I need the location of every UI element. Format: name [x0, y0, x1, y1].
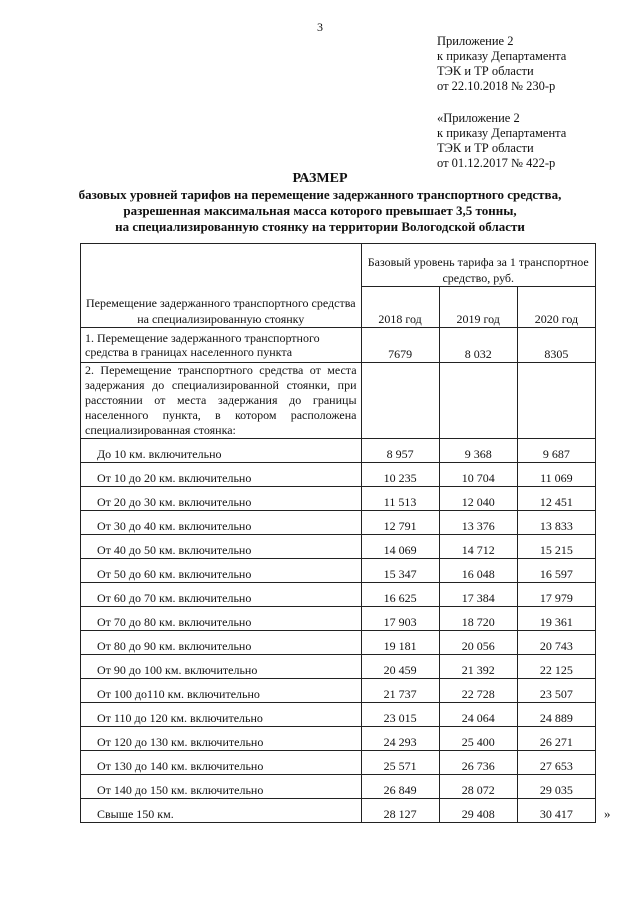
value-2018: 28 127: [361, 799, 439, 823]
table-row: [81, 463, 596, 487]
distance-label: От 90 до 100 км. включительно: [81, 655, 362, 679]
empty-cell: [439, 363, 517, 439]
table-row: [81, 799, 596, 823]
distance-label: До 10 км. включительно: [81, 439, 362, 463]
value-2020: 22 125: [517, 655, 595, 679]
value-2020: 30 417: [517, 799, 595, 823]
distance-label: От 70 до 80 км. включительно: [81, 607, 362, 631]
empty-cell: [361, 363, 439, 439]
tariff-table: [80, 243, 596, 823]
distance-label: От 100 до110 км. включительно: [81, 679, 362, 703]
value-2020: 13 833: [517, 511, 595, 535]
page-number: 3: [317, 20, 323, 34]
value-2019: 16 048: [439, 559, 517, 583]
value-2018: 24 293: [361, 727, 439, 751]
header-base-tariff: Базовый уровень тарифа за 1 транспортное средство, руб.: [361, 244, 595, 287]
header-year-2018: 2018 год: [361, 287, 439, 328]
value-2018: 16 625: [361, 583, 439, 607]
header-description: Перемещение задержанного транспортного средства на специализированную стоянку: [81, 244, 362, 328]
value-2019: 13 376: [439, 511, 517, 535]
row-description: 2. Перемещение транспортного средства от места задержания до специализированной стоянки, при расстоянии от места задержания до границы населенного пункта, в котором расположена специализированная стоянка:: [81, 363, 362, 439]
distance-label: От 30 до 40 км. включительно: [81, 511, 362, 535]
value-2020: 26 271: [517, 727, 595, 751]
title-line: на специализированную стоянку на территории Вологодской области: [115, 219, 525, 234]
appendix-original-line: «Приложение 2: [437, 111, 520, 125]
distance-label: От 140 до 150 км. включительно: [81, 775, 362, 799]
distance-label: От 20 до 30 км. включительно: [81, 487, 362, 511]
value-2019: 18 720: [439, 607, 517, 631]
value-2020: 24 889: [517, 703, 595, 727]
appendix-current-line: к приказу Департамента: [437, 49, 567, 63]
value-2019: 14 712: [439, 535, 517, 559]
value-2019: 20 056: [439, 631, 517, 655]
distance-label: От 60 до 70 км. включительно: [81, 583, 362, 607]
distance-label: Свыше 150 км.: [81, 799, 362, 823]
value-2020: 23 507: [517, 679, 595, 703]
value-2020: 27 653: [517, 751, 595, 775]
document-title: [0, 171, 640, 235]
table-row: [81, 559, 596, 583]
table-row: [81, 487, 596, 511]
table-row: [81, 511, 596, 535]
distance-label: От 80 до 90 км. включительно: [81, 631, 362, 655]
value-2018: 10 235: [361, 463, 439, 487]
value-2019: 24 064: [439, 703, 517, 727]
value-2019: 25 400: [439, 727, 517, 751]
distance-label: От 40 до 50 км. включительно: [81, 535, 362, 559]
distance-label: От 50 до 60 км. включительно: [81, 559, 362, 583]
value-2019: 8 032: [439, 328, 517, 363]
appendix-original-line: ТЭК и ТР области: [437, 141, 534, 155]
value-2018: 26 849: [361, 775, 439, 799]
value-2020: 12 451: [517, 487, 595, 511]
table-row: [81, 439, 596, 463]
value-2018: 14 069: [361, 535, 439, 559]
header-year-2019: 2019 год: [439, 287, 517, 328]
value-2018: 15 347: [361, 559, 439, 583]
table-row: [81, 583, 596, 607]
value-2019: 28 072: [439, 775, 517, 799]
value-2020: 17 979: [517, 583, 595, 607]
value-2020: 19 361: [517, 607, 595, 631]
value-2018: 17 903: [361, 607, 439, 631]
empty-cell: [517, 363, 595, 439]
value-2019: 12 040: [439, 487, 517, 511]
value-2019: 22 728: [439, 679, 517, 703]
value-2020: 8305: [517, 328, 595, 363]
value-2018: 7679: [361, 328, 439, 363]
appendix-current: [437, 34, 627, 94]
appendix-original: [437, 111, 627, 171]
distance-label: От 10 до 20 км. включительно: [81, 463, 362, 487]
value-2018: 11 513: [361, 487, 439, 511]
table-row: [81, 703, 596, 727]
value-2020: 15 215: [517, 535, 595, 559]
table-row: [81, 751, 596, 775]
header-year-2020: 2020 год: [517, 287, 595, 328]
value-2018: 21 737: [361, 679, 439, 703]
appendix-current-line: Приложение 2: [437, 34, 514, 48]
table-row: [81, 655, 596, 679]
title-line: разрешенная максимальная масса которого превышает 3,5 тонны,: [123, 203, 517, 218]
value-2020: 29 035: [517, 775, 595, 799]
value-2018: 25 571: [361, 751, 439, 775]
row-description: 1. Перемещение задержанного транспортного средства в границах населенного пункта: [81, 328, 362, 363]
table-row: [81, 631, 596, 655]
value-2019: 26 736: [439, 751, 517, 775]
distance-label: От 130 до 140 км. включительно: [81, 751, 362, 775]
value-2019: 17 384: [439, 583, 517, 607]
table-row: [81, 679, 596, 703]
value-2018: 20 459: [361, 655, 439, 679]
value-2019: 21 392: [439, 655, 517, 679]
value-2019: 10 704: [439, 463, 517, 487]
appendix-original-line: от 01.12.2017 № 422-р: [437, 156, 556, 170]
table-row: [81, 363, 596, 439]
value-2020: 11 069: [517, 463, 595, 487]
value-2020: 16 597: [517, 559, 595, 583]
value-2018: 8 957: [361, 439, 439, 463]
value-2020: 9 687: [517, 439, 595, 463]
table-row: [81, 535, 596, 559]
appendix-current-line: ТЭК и ТР области: [437, 64, 534, 78]
value-2020: 20 743: [517, 631, 595, 655]
closing-quote: »: [604, 806, 611, 821]
distance-label: От 110 до 120 км. включительно: [81, 703, 362, 727]
value-2019: 29 408: [439, 799, 517, 823]
title-line: базовых уровней тарифов на перемещение задержанного транспортного средства,: [78, 187, 562, 202]
appendix-current-line: от 22.10.2018 № 230-р: [437, 79, 556, 93]
table-row: [81, 727, 596, 751]
table-row: [81, 607, 596, 631]
value-2018: 23 015: [361, 703, 439, 727]
distance-label: От 120 до 130 км. включительно: [81, 727, 362, 751]
title-main: РАЗМЕР: [292, 171, 348, 186]
table-row: [81, 328, 596, 363]
value-2018: 12 791: [361, 511, 439, 535]
appendix-original-line: к приказу Департамента: [437, 126, 567, 140]
value-2018: 19 181: [361, 631, 439, 655]
value-2019: 9 368: [439, 439, 517, 463]
table-row: [81, 775, 596, 799]
